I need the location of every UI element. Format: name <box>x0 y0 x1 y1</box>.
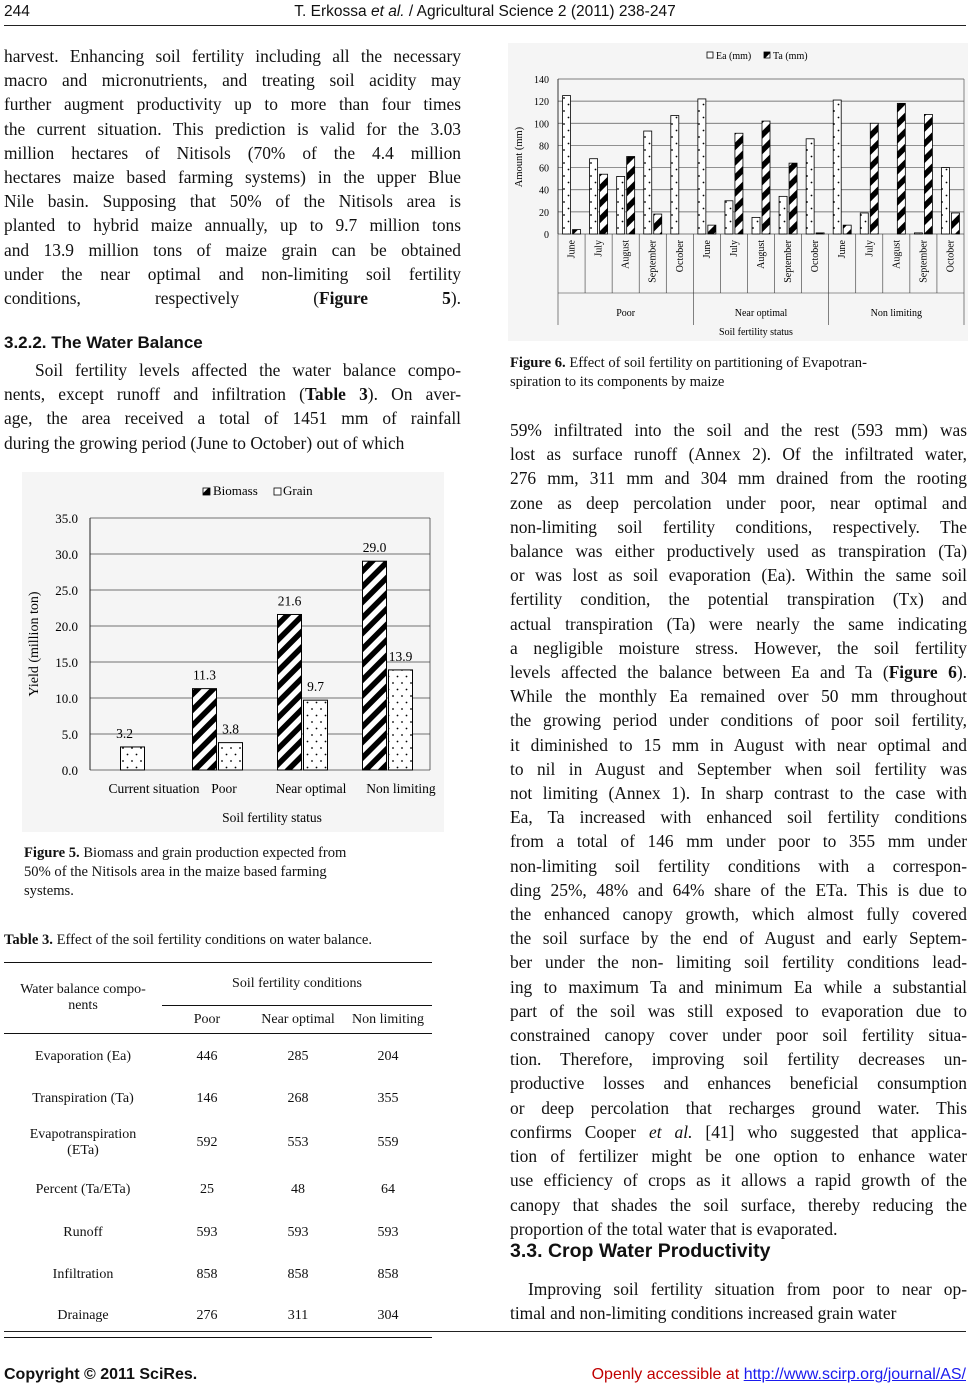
right-para-line: fertility condition, the potential transpiration (Tx) and <box>510 589 967 610</box>
data-label-grain: 13.9 <box>388 648 413 664</box>
bar-ta-1 <box>600 174 608 234</box>
y-tick-label: 100 <box>534 119 549 131</box>
table-cell: 304 <box>377 1308 399 1324</box>
legend-swatch-grain <box>274 488 281 495</box>
table-col-non-limiting: Non limiting <box>344 1006 432 1034</box>
bar-ea-2 <box>617 176 625 234</box>
bar-ea-7 <box>752 217 760 234</box>
y-axis-title: Amount (mm) <box>514 126 525 188</box>
left-para1-line: further augment productivity up to more than four times <box>4 94 461 115</box>
x-axis-title: Soil fertility status <box>222 810 322 825</box>
y-tick-label: 5.0 <box>61 727 78 742</box>
bar-ea-4 <box>671 116 679 234</box>
table-cell: 446 <box>196 1048 218 1064</box>
left-paragraph-1: harvest. Enhancing soil fertility including all the necessary macro and micronutrients, and treating soil acidity may further augment productivity up to more than four times the current situation. This prediction is valid for the 3.03 million hectares of Nitisols (70% of the 4.4 million hectares maize based farming systems) in the upper Blue Nile basin. Supposing that 50% of the Nitisols area is planted to hybrid maize annually, up to 9.7 million tons and 13.9 million tons of maize grain can be obtained under the near optimal and non-limiting soil fertility conditions, respectively (Figure 5). <box>4 46 461 309</box>
bar-ea-3 <box>644 131 652 234</box>
figure-6-chart <box>508 43 968 341</box>
table-cell: 355 <box>377 1090 399 1106</box>
bar-grain-3 <box>389 670 413 770</box>
month-label: June <box>837 240 849 259</box>
table-cell: 553 <box>287 1134 309 1150</box>
table-col-poor: Poor <box>162 1006 252 1034</box>
bar-ta-12 <box>897 103 905 234</box>
left-para1-line: planted to hybrid maize annually, up to 9.7 million tons <box>4 215 461 236</box>
right-para-line: not limiting (Annex 1). In sharp contrast to the case with <box>510 783 967 804</box>
right-para-line: canopy that shades the soil surface, thereby reducing the <box>510 1194 967 1215</box>
group-label: Near optimal <box>734 308 788 319</box>
right-para-line: non-limiting soil fertility conditions, respectively. The <box>510 516 967 537</box>
bar-ta-5 <box>708 225 716 234</box>
table-cell: 64 <box>381 1181 395 1197</box>
journal-url-link[interactable]: http://www.scirp.org/journal/AS/ <box>743 1366 966 1383</box>
left-para1-line: macro and micronutrients, and treating soil acidity may <box>4 70 461 91</box>
right-para-line: from a total of 146 mm under poor to 355 mm under <box>510 831 967 852</box>
page-number: 244 <box>4 3 30 20</box>
data-label-grain: 9.7 <box>307 679 324 695</box>
table-cell: 858 <box>377 1266 399 1282</box>
footer-rule <box>4 1331 966 1332</box>
y-tick-label: 10.0 <box>55 691 78 706</box>
bar-ta-8 <box>789 163 797 234</box>
table-row <box>4 1034 432 1080</box>
bar-ta-9 <box>816 233 824 234</box>
table-cell: 858 <box>287 1266 309 1282</box>
table-3 <box>4 962 432 1338</box>
left-para1-line: under the near optimal and non-limiting soil fertility <box>4 263 461 284</box>
right-para-line: actual transpiration (Ta) were nearly the same indicating <box>510 613 967 634</box>
bar-ea-10 <box>833 100 841 234</box>
bar-ta-7 <box>762 121 770 234</box>
left-paragraph-2: Soil fertility levels affected the water balance compo- nents, except runoff and infiltration (Table 3). On aver- age, the area received a total of 1451 mm of rainfall during the growing period (June to October) out of which <box>4 358 461 455</box>
table-cell: 48 <box>291 1181 305 1197</box>
data-label-biomass: 29.0 <box>362 540 387 556</box>
right-para-line: ber under the non- limiting soil fertility conditions lead- <box>510 952 967 973</box>
right-para-line: productive losses and enhances beneficial consumption <box>510 1073 967 1094</box>
right-para-line: tion. Therefore, improving soil fertility decreases un- <box>510 1049 967 1070</box>
data-label-biomass: 21.6 <box>277 593 302 609</box>
bar-ea-13 <box>914 233 922 234</box>
table-header-components: Water balance compo- nents <box>4 963 162 1034</box>
left-para2-line: during the growing period (June to October) out of which <box>4 432 405 453</box>
figure-5-caption: Figure 5. Biomass and grain production expected from 50% of the Nitisols area in the maize based farming systems. <box>24 845 347 899</box>
table-header-group: Soil fertility conditions <box>162 963 432 1006</box>
bar-ta-10 <box>843 225 851 234</box>
y-tick-label: 20 <box>539 207 549 219</box>
right-paragraph-1: 59% infiltrated into the soil and the rest (593 mm) was lost as surface runoff (Annex 2). Of the infiltrated water, 276 mm, 311 mm and 304 mm drained from the rooting zone as deep percolation under poor, near optimal and non-limiting soil fertility conditions, respectively. The balance was either productively used as transpiration (Ta) or was lost as soil evaporation (Ea). Within the same soil fertility condition, the potential transpiration (Tx) and actual transpiration (Ta) were nearly the same indicating a negligible moisture stress. However, the soil fertility levels affected the balance between Ea and Ta (Figure 6). While the monthly Ea remained over 50 mm throughout the growing period under conditions of poor soil fertility, it diminished to 15 mm in August with near optimal and to nil in August and September when soil fertility was not limiting (Annex 1). In sharp contrast to the case with Ea, Ta increased with enhanced soil fertility conditions from a total of 146 mm under poor to 355 mm under non-limiting soil fertility conditions with a correspon- ding 25%, 48% and 64% share of the ETa. This is due to the enhanced canopy growth, which almost fully covered the soil surface by the end of August and early Septem- ber under the non- limiting soil fertility conditions lead- ing to maximum Ta and minimum Ea while a substantial part of the soil was still exposed to evaporation due to constrained canopy cover under poor soil fertility situa- tion. Therefore, improving soil fertility decreases un- productive losses and enhances beneficial consumption or deep percolation that recharges ground water. This confirms Cooper et al. [41] who suggested that applica- tion of fertilizer might be one option to enhance water use efficiency of crops as it allows a rapid growth of the canopy that shades the soil surface, thereby reducing the proportion of the total water that is evaporated. <box>510 418 967 1241</box>
left-para1-line: and 13.9 million tons of maize grain can be obtained <box>4 239 461 260</box>
right-para-line: 276 mm, 311 mm and 304 mm drained from the rooting <box>510 468 967 489</box>
x-category-label: Current situation <box>108 781 200 796</box>
month-label: July <box>864 240 876 257</box>
x-axis-title: Soil fertility status <box>719 327 793 338</box>
table-row-label: Runoff <box>63 1224 103 1240</box>
month-label: July <box>593 240 605 257</box>
right-para-line: lost as surface runoff (Annex 2). Of the infiltrated water, <box>510 444 967 465</box>
right-para-line: While the monthly Ea remained over 50 mm throughout <box>510 686 967 707</box>
bar-ta-14 <box>951 213 959 234</box>
left-para1-line: the current situation. This prediction is valid for the 3.03 <box>4 118 461 139</box>
right-para-line: it diminished to 15 mm in August with near optimal and <box>510 734 967 755</box>
right-para-line: 59% infiltrated into the soil and the rest (593 mm) was <box>510 420 967 440</box>
bar-ea-9 <box>806 139 814 234</box>
data-label-biomass: 11.3 <box>192 667 217 683</box>
table-row-label: Evaporation (Ea) <box>34 1048 131 1064</box>
month-label: June <box>566 240 578 259</box>
right-para-line: use efficiency of crops as it allows a rapid growth of the <box>510 1170 967 1191</box>
y-axis-title: Yield (million ton) <box>27 591 42 697</box>
right-para-line: balance was either productively used as transpiration (Ta) <box>510 541 967 562</box>
bar-ea-0 <box>563 96 571 234</box>
table-cell: 146 <box>196 1090 218 1106</box>
table-cell: 285 <box>287 1048 309 1064</box>
y-tick-label: 25.0 <box>55 583 78 598</box>
legend-label-grain: Grain <box>283 483 313 498</box>
bar-ea-1 <box>590 159 598 234</box>
data-label-grain: 3.8 <box>222 721 239 737</box>
table-row-label: Evapotranspiration (ETa) <box>29 1126 137 1158</box>
y-tick-label: 15.0 <box>55 655 78 670</box>
bar-ta-2 <box>627 157 635 235</box>
bar-ta-3 <box>654 214 662 234</box>
bar-grain-2 <box>304 700 328 770</box>
bar-ea-8 <box>779 196 787 234</box>
y-tick-label: 60 <box>539 163 549 175</box>
data-label-grain: 3.2 <box>116 725 133 741</box>
right-para-line: the soil surface by the end of August and early Septem- <box>510 928 967 949</box>
y-tick-label: 120 <box>534 97 549 109</box>
bar-ea-6 <box>725 201 733 234</box>
month-label: August <box>620 240 632 269</box>
bar-ta-0 <box>573 230 581 234</box>
month-label: August <box>756 240 767 269</box>
y-tick-label: 0.0 <box>61 763 78 778</box>
month-label: August <box>891 240 903 269</box>
legend-swatch-ea <box>707 52 713 58</box>
right-para-line: ing to maximum Ta and minimum Ea while a substantial <box>510 976 967 997</box>
legend-swatch-ta <box>764 52 770 58</box>
month-label: September <box>918 240 930 283</box>
x-category-label: Non limiting <box>366 781 436 796</box>
right-para-line: constrained canopy cover under poor soil fertility situa- <box>510 1025 967 1046</box>
bar-ta-11 <box>870 123 878 234</box>
group-label: Non limiting <box>870 308 923 319</box>
section-heading-water-balance: 3.2.2. The Water Balance <box>4 333 203 352</box>
left-para1-line: Nile basin. Supposing that 50% of the Nitisols area is <box>4 191 461 212</box>
legend-label-biomass: Biomass <box>213 483 258 498</box>
table-cell: 593 <box>196 1224 218 1240</box>
bar-ta-13 <box>924 114 932 234</box>
right-para-line: proportion of the total water that is evaporated. <box>510 1218 838 1239</box>
left-para1-line: million hectares of Nitisols (70% of the 4.4 million <box>4 142 461 163</box>
table-cell: 268 <box>287 1090 309 1106</box>
bar-ea-5 <box>698 99 706 234</box>
table-row <box>4 1168 432 1212</box>
table-cell: 592 <box>196 1134 218 1150</box>
right-para-line: non-limiting soil fertility conditions with a correspon- <box>510 855 967 876</box>
table-cell: 311 <box>287 1308 309 1324</box>
y-tick-label: 0 <box>544 230 549 241</box>
table-col-near-optimal: Near optimal <box>252 1006 344 1034</box>
y-tick-label: 20.0 <box>55 619 78 634</box>
right-para-line: a negligible moisture stress. However, the soil fertility <box>510 637 967 658</box>
table-cell: 276 <box>196 1308 218 1324</box>
table-cell: 593 <box>377 1224 399 1240</box>
table-cell: 204 <box>377 1048 399 1064</box>
right-para-line: tion of fertilizer might be one option to enhance water <box>510 1146 967 1167</box>
table-row <box>4 1118 432 1168</box>
right-para-line: zone as deep percolation under poor, near optimal and <box>510 492 967 513</box>
right-para-line: Ea, Ta increased with enhanced soil fertility conditions <box>510 807 967 828</box>
y-tick-label: 40 <box>539 185 549 197</box>
y-tick-label: 30.0 <box>55 547 78 562</box>
bar-biomass-1 <box>193 689 217 770</box>
table-cell: 559 <box>377 1134 399 1150</box>
month-label: July <box>728 240 740 257</box>
figure-5-chart <box>22 472 444 832</box>
table-row-label: Infiltration <box>52 1266 114 1282</box>
month-label: October <box>674 240 686 273</box>
table-row <box>4 1212 432 1254</box>
right-para-line: or deep percolation that recharges ground water. This <box>510 1097 967 1118</box>
table-cell: 858 <box>196 1266 218 1282</box>
left-para1-line: harvest. Enhancing soil fertility including all the necessary <box>4 46 461 66</box>
right-paragraph-2: Improving soil fertility situation from poor to near op- timal and non-limiting conditions increased grain water <box>510 1279 967 1324</box>
bar-grain-0 <box>121 747 145 770</box>
header-rule <box>4 25 966 26</box>
right-para-line: the growing period under conditions of poor soil fertility, <box>510 710 967 731</box>
footer-access: Openly accessible at http://www.scirp.org/journal/AS/ <box>591 1366 966 1383</box>
left-para2-line: age, the area received a total of 1451 mm of rainfall <box>4 408 461 429</box>
table-row-label: Percent (Ta/ETa) <box>35 1181 131 1197</box>
right-para-line: to nil in August and September when soil fertility was <box>510 758 967 779</box>
y-tick-label: 35.0 <box>55 511 78 526</box>
table-row <box>4 1080 432 1118</box>
legend-swatch-biomass <box>203 488 210 495</box>
bar-ta-6 <box>735 133 743 234</box>
table-row-label: Transpiration (Ta) <box>32 1090 134 1106</box>
table-cell: 593 <box>287 1224 309 1240</box>
x-category-label: Near optimal <box>275 781 347 796</box>
bar-ea-11 <box>860 213 868 234</box>
table-row <box>4 1254 432 1296</box>
footer-copyright: Copyright © 2011 SciRes. <box>4 1366 198 1383</box>
right-para-line: part of the soil was still exposed to evaporation due to <box>510 1000 967 1021</box>
month-label: September <box>647 240 659 283</box>
month-label: September <box>783 240 795 283</box>
table-3-caption: Table 3. Effect of the soil fertility conditions on water balance. <box>4 932 373 948</box>
bar-grain-1 <box>219 743 243 770</box>
right-para-line: the enhanced canopy growth, which almost fully covered <box>510 904 967 925</box>
section-heading-crop-water: 3.3. Crop Water Productivity <box>510 1240 771 1262</box>
table-row-label: Drainage <box>57 1308 109 1324</box>
month-label: June <box>701 240 713 259</box>
right-para-line: or was lost as soil evaporation (Ea). Within the same soil <box>510 565 967 586</box>
bar-biomass-3 <box>363 561 387 770</box>
bar-ea-14 <box>941 168 949 234</box>
table-cell: 25 <box>200 1181 214 1197</box>
x-category-label: Poor <box>211 781 237 796</box>
y-tick-label: 80 <box>539 141 549 153</box>
figure-6-caption: Figure 6. Effect of soil fertility on partitioning of Evapotran- spiration to its components by maize <box>510 355 867 390</box>
left-para1-line: hectares maize based farming systems) in the upper Blue <box>4 167 461 188</box>
journal-citation: T. Erkossa et al. / Agricultural Science 2 (2011) 238-247 <box>294 3 676 20</box>
y-tick-label: 140 <box>534 75 549 86</box>
bar-biomass-2 <box>278 614 302 770</box>
legend-label-ta: Ta (mm) <box>773 51 808 62</box>
legend-label-ea: Ea (mm) <box>716 51 752 62</box>
month-label: October <box>945 240 957 273</box>
group-label: Poor <box>616 308 636 319</box>
month-label: October <box>810 240 822 273</box>
right-para-line: ding 25%, 48% and 64% share of the ETa. This is due to <box>510 879 967 900</box>
